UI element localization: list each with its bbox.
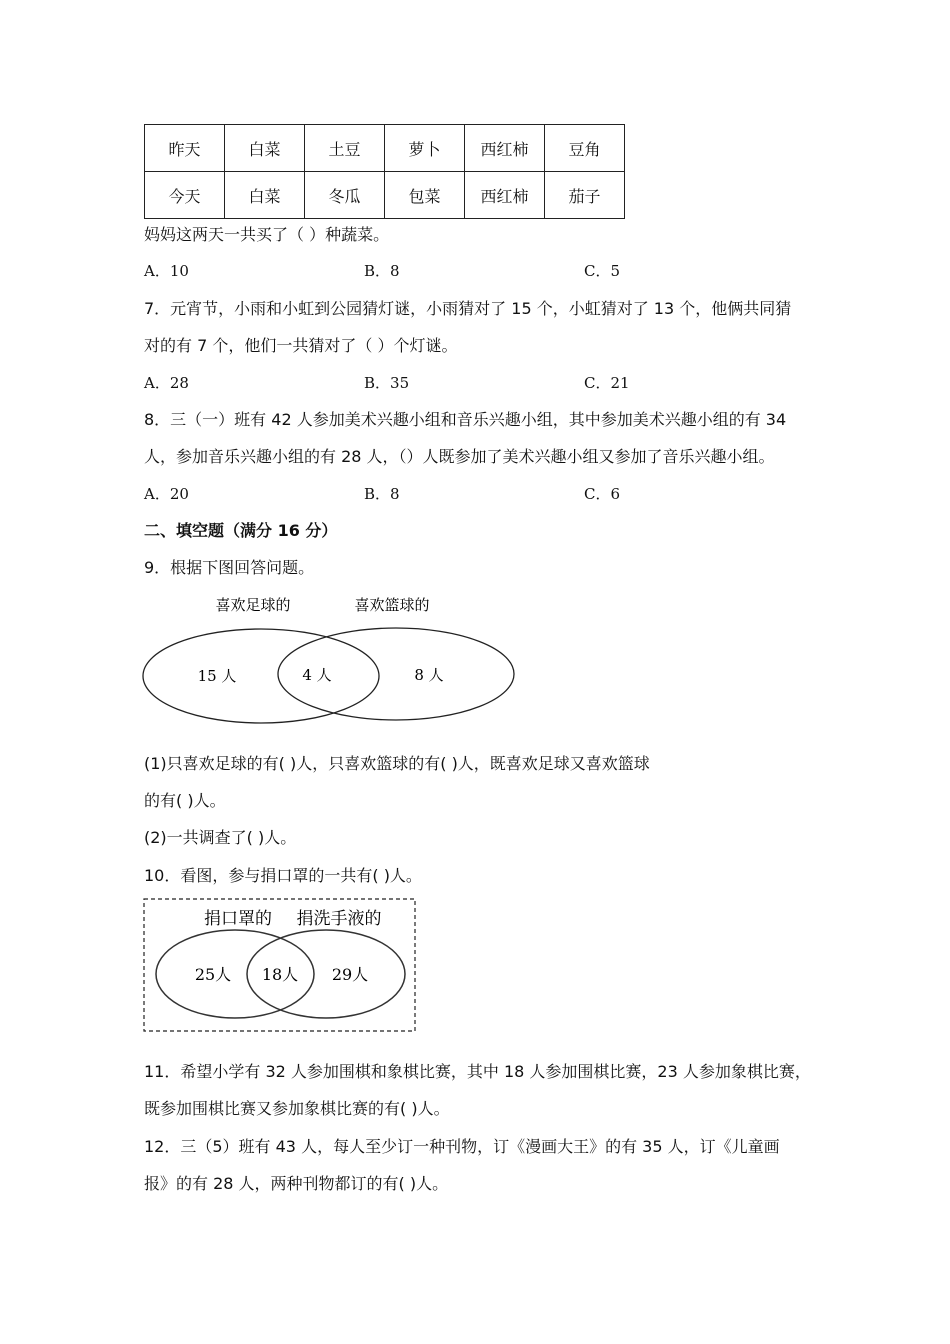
venn-right-label: 捐洗手液的 — [296, 909, 382, 929]
venn-right-value: 29人 — [331, 965, 369, 984]
q9-venn-diagram — [140, 590, 520, 730]
q6-option-a: A．10 — [144, 262, 189, 280]
q12-line2: 报》的有 28 人，两种刊物都订的有( )人。 — [144, 1174, 449, 1193]
table-cell: 茄子 — [545, 172, 625, 219]
q9-line1: (1)只喜欢足球的有( )人，只喜欢篮球的有( )人，既喜欢足球又喜欢篮球 — [144, 754, 650, 773]
vegetable-table — [144, 124, 625, 219]
section-heading: 二、填空题（满分 16 分） — [144, 521, 338, 540]
table-cell: 土豆 — [305, 125, 385, 172]
table-cell: 包菜 — [385, 172, 465, 219]
table-cell: 白菜 — [225, 125, 305, 172]
table-row — [145, 125, 625, 172]
q6-option-b: B．8 — [364, 262, 400, 280]
venn-middle-value: 4 人 — [302, 666, 332, 684]
venn-left-value: 15 人 — [197, 667, 237, 685]
table-cell: 昨天 — [145, 125, 225, 172]
q12-line1: 12．三（5）班有 43 人，每人至少订一种刊物，订《漫画大王》的有 35 人，订《儿童画 — [144, 1137, 780, 1156]
q10-venn-diagram — [143, 898, 417, 1034]
q8-line1: 8．三（一）班有 42 人参加美术兴趣小组和音乐兴趣小组，其中参加美术兴趣小组的有 34 — [144, 410, 787, 429]
q6-option-c: C．5 — [584, 262, 621, 280]
venn-left-label: 喜欢足球的 — [215, 596, 291, 614]
q8-option-a: A．20 — [144, 485, 189, 503]
q9-line3: (2)一共调查了( )人。 — [144, 828, 297, 847]
q11-line1: 11．希望小学有 32 人参加围棋和象棋比赛，其中 18 人参加围棋比赛，23 人参加象棋比赛， — [144, 1062, 811, 1081]
venn-left-value: 25人 — [194, 965, 232, 984]
q9-line2: 的有( )人。 — [144, 791, 226, 810]
table-cell: 白菜 — [225, 172, 305, 219]
table-cell: 豆角 — [545, 125, 625, 172]
q6-question: 妈妈这两天一共买了（ ）种蔬菜。 — [144, 225, 390, 244]
q9-intro: 9．根据下图回答问题。 — [144, 558, 315, 577]
q7-option-c: C．21 — [584, 374, 630, 392]
venn-right-label: 喜欢篮球的 — [354, 596, 430, 614]
table-cell: 冬瓜 — [305, 172, 385, 219]
q8-option-b: B．8 — [364, 485, 400, 503]
table-cell: 西红柿 — [465, 172, 545, 219]
table-cell: 西红柿 — [465, 125, 545, 172]
q10-question: 10．看图，参与捐口罩的一共有( )人。 — [144, 866, 422, 885]
q7-line1: 7．元宵节，小雨和小虹到公园猜灯谜，小雨猜对了 15 个，小虹猜对了 13 个，他俩共同猜 — [144, 299, 792, 318]
venn-left-label: 捐口罩的 — [204, 909, 272, 929]
q11-line2: 既参加围棋比赛又参加象棋比赛的有( )人。 — [144, 1099, 450, 1118]
q7-option-b: B．35 — [364, 374, 410, 392]
q7-line2: 对的有 7 个，他们一共猜对了（ ）个灯谜。 — [144, 336, 458, 355]
table-row — [145, 172, 625, 219]
q8-option-c: C．6 — [584, 485, 621, 503]
q7-option-a: A．28 — [144, 374, 189, 392]
table-cell: 今天 — [145, 172, 225, 219]
venn-middle-value: 18人 — [261, 965, 299, 984]
table-cell: 萝卜 — [385, 125, 465, 172]
venn-left-circle — [143, 629, 379, 723]
venn-right-value: 8 人 — [414, 666, 444, 684]
q8-line2: 人，参加音乐兴趣小组的有 28 人，（）人既参加了美术兴趣小组又参加了音乐兴趣小组。 — [144, 447, 775, 466]
